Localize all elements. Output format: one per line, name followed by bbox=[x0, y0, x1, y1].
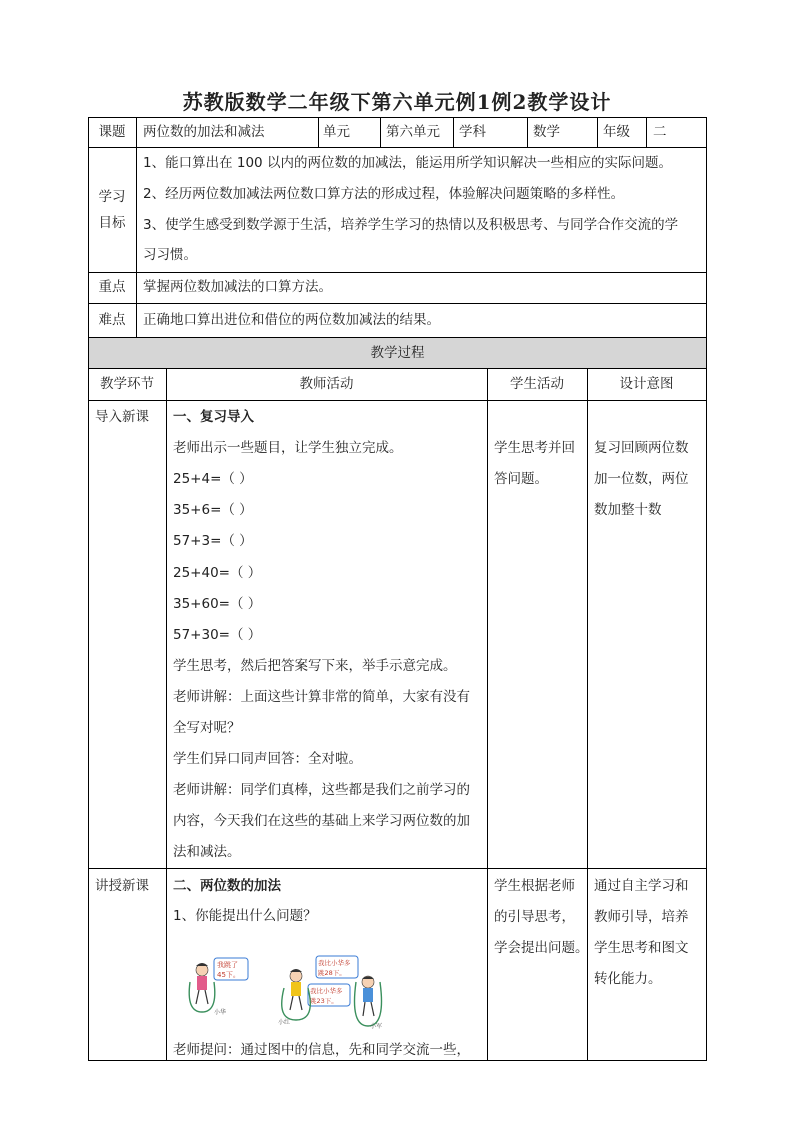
unit-value: 第六单元 bbox=[386, 124, 440, 140]
section2-intent: 教师引导，培养 bbox=[594, 909, 689, 925]
col-intent: 设计意图 bbox=[619, 376, 674, 392]
section2-heading: 二、两位数的加法 bbox=[173, 878, 281, 894]
bubble3-line1: 我比小华多 bbox=[310, 987, 343, 995]
goal-item-4: 习习惯。 bbox=[143, 247, 197, 263]
section1-student: 答问题。 bbox=[494, 471, 548, 487]
jump-rope-illustration bbox=[180, 952, 390, 1030]
section1-student: 学生思考并回 bbox=[494, 440, 575, 456]
topic-label: 课题 bbox=[98, 124, 126, 140]
section2-intent: 学生思考和图文 bbox=[594, 940, 689, 956]
bubble2-line2: 跳28下。 bbox=[318, 969, 346, 977]
section1-line: 35+60=（ ） bbox=[173, 596, 262, 612]
section2-student: 的引导思考， bbox=[494, 909, 575, 925]
section1-line: 全写对呢？ bbox=[173, 720, 241, 736]
section2-student: 学生根据老师 bbox=[494, 878, 575, 894]
section1-heading: 一、复习导入 bbox=[173, 409, 254, 425]
name-2: 小红 bbox=[278, 1019, 291, 1026]
bubble1-line1: 我跳了 bbox=[217, 961, 238, 969]
section2-question: 1、你能提出什么问题？ bbox=[173, 908, 317, 924]
section2-student: 学会提出问题。 bbox=[494, 940, 589, 956]
key-point-text: 掌握两位数加减法的口算方法。 bbox=[143, 279, 332, 295]
section1-intent: 数加整十数 bbox=[594, 502, 662, 518]
section1-stage: 导入新课 bbox=[95, 409, 149, 425]
subject-label: 学科 bbox=[459, 124, 486, 140]
subject-value: 数学 bbox=[533, 124, 560, 140]
name-3: 小军 bbox=[370, 1023, 383, 1030]
grade-value: 二 bbox=[653, 124, 667, 140]
section1-line: 学生们异口同声回答：全对啦。 bbox=[173, 751, 362, 767]
goals-label-2: 目标 bbox=[98, 215, 126, 231]
section1-line: 25+40=（ ） bbox=[173, 565, 262, 581]
section1-line: 老师讲解：上面这些计算非常的简单，大家有没有 bbox=[173, 689, 470, 705]
section2-last-line: 老师提问：通过图中的信息，先和同学交流一些， bbox=[173, 1042, 470, 1058]
col-teacher: 教师活动 bbox=[299, 376, 354, 392]
bubble3-line2: 跳23下。 bbox=[310, 997, 338, 1005]
section2-intent: 转化能力。 bbox=[594, 971, 662, 987]
goal-item-2: 2、经历两位数加减法两位数口算方法的形成过程，体验解决问题策略的多样性。 bbox=[143, 186, 625, 202]
key-point-label: 重点 bbox=[98, 279, 126, 295]
section1-line: 25+4=（ ） bbox=[173, 471, 253, 487]
section1-line: 老师出示一些题目，让学生独立完成。 bbox=[173, 440, 403, 456]
child-2-body bbox=[291, 982, 301, 996]
col-stage: 教学环节 bbox=[100, 376, 154, 392]
name-1: 小华 bbox=[214, 1009, 227, 1016]
topic-value: 两位数的加法和减法 bbox=[143, 124, 265, 140]
section2-stage: 讲授新课 bbox=[95, 878, 149, 894]
section2-intent: 通过自主学习和 bbox=[594, 878, 689, 894]
col-student: 学生活动 bbox=[510, 376, 564, 392]
doc-title: 苏教版数学二年级下第六单元例1例2教学设计 bbox=[182, 90, 612, 114]
bubble2-line1: 我比小华多 bbox=[318, 959, 351, 967]
difficulty-text: 正确地口算出进位和借位的两位数加减法的结果。 bbox=[143, 312, 440, 328]
section1-intent: 复习回顾两位数 bbox=[594, 440, 689, 456]
bubble1-line2: 45下。 bbox=[217, 971, 240, 979]
grade-label: 年级 bbox=[603, 124, 630, 140]
child-1-body bbox=[197, 976, 207, 990]
child-3-body bbox=[363, 988, 373, 1002]
section1-line: 内容，今天我们在这些的基础上来学习两位数的加 bbox=[173, 813, 470, 829]
goal-item-3: 3、使学生感受到数学源于生活，培养学生学习的热情以及积极思考、与同学合作交流的学 bbox=[143, 217, 679, 233]
goals-label-1: 学习 bbox=[98, 189, 126, 205]
section1-line: 法和减法。 bbox=[173, 844, 241, 860]
unit-label: 单元 bbox=[323, 124, 350, 140]
process-header: 教学过程 bbox=[370, 345, 425, 361]
section1-line: 老师讲解：同学们真棒，这些都是我们之前学习的 bbox=[173, 782, 470, 798]
section1-line: 学生思考，然后把答案写下来，举手示意完成。 bbox=[173, 658, 457, 674]
difficulty-label: 难点 bbox=[98, 312, 126, 328]
section1-line: 35+6=（ ） bbox=[173, 502, 253, 518]
section1-intent: 加一位数，两位 bbox=[594, 471, 689, 487]
goal-item-1: 1、能口算出在 100 以内的两位数的加减法，能运用所学知识解决一些相应的实际问题。 bbox=[143, 155, 672, 171]
section1-line: 57+3=（ ） bbox=[173, 533, 253, 549]
section1-line: 57+30=（ ） bbox=[173, 627, 262, 643]
